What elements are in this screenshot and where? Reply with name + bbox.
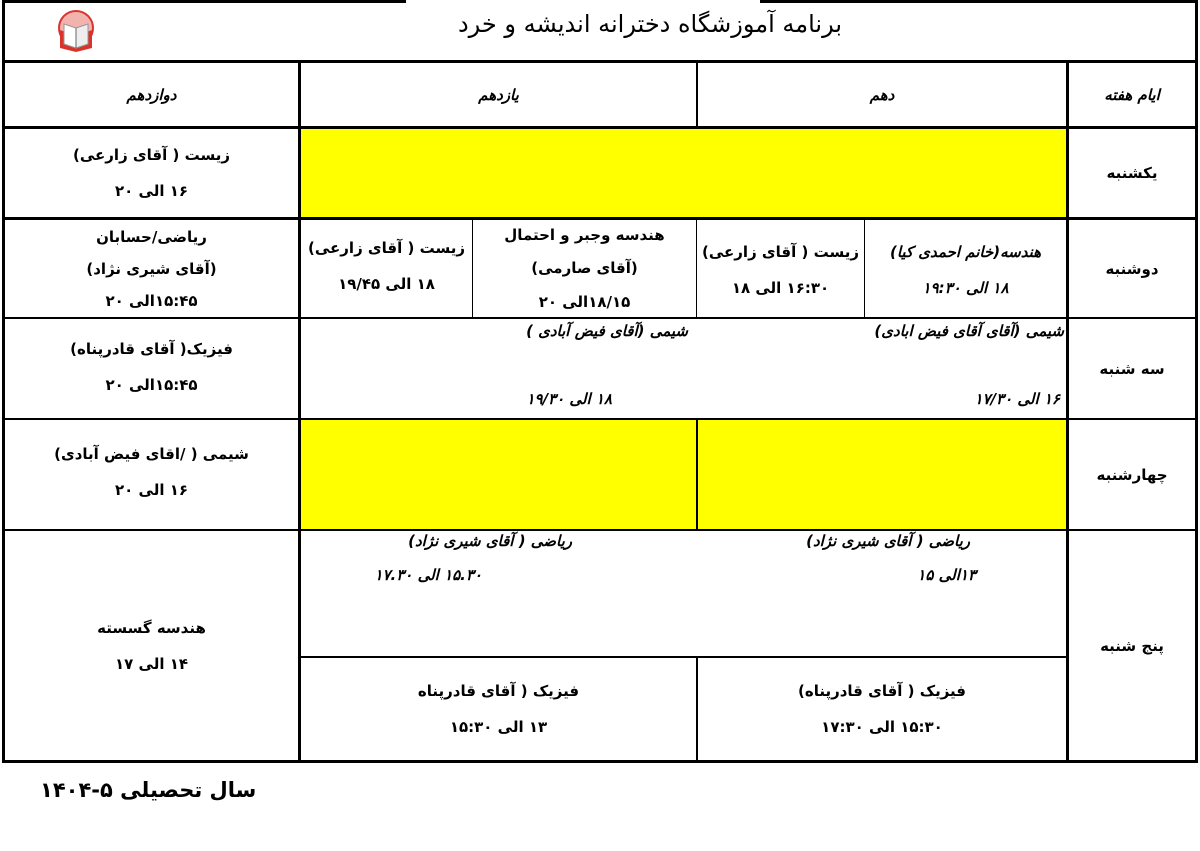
monday-g10-geo-cell bbox=[865, 220, 1066, 317]
wednesday-g12-cell bbox=[5, 420, 298, 529]
monday-g10-geo-subject: هندسه(خانم احمدی کیا) bbox=[889, 243, 1042, 261]
day-wednesday-label: چهارشنبه bbox=[1096, 465, 1168, 484]
day-sunday-label: یکشنبه bbox=[1106, 164, 1158, 182]
day-thursday-label: پنج شنبه bbox=[1100, 636, 1164, 655]
thursday-g11-phys-cell bbox=[301, 658, 696, 760]
monday-g11-geo-cell bbox=[473, 220, 696, 317]
table-right-border bbox=[1195, 60, 1198, 763]
sunday-g12-subject: زیست ( آقای زارعی) bbox=[73, 146, 230, 164]
monday-g10-bio-cell bbox=[697, 220, 864, 317]
header-grade11 bbox=[301, 63, 696, 126]
title-top-border bbox=[2, 0, 406, 3]
wednesday-g12-time: ۱۶ الی ۲۰ bbox=[114, 481, 189, 499]
wednesday-g12-subject: شیمی ( /اقای فیض آبادی) bbox=[54, 445, 249, 463]
day-wednesday bbox=[1069, 420, 1195, 529]
day-tuesday bbox=[1069, 319, 1195, 418]
thursday-g10-math-subject: ریاضی ( آقای شیری نژاد) bbox=[806, 532, 970, 550]
monday-g11-bio-subject: زیست ( آقای زارعی) bbox=[308, 239, 465, 257]
monday-g11-bio-time: ۱۸ الی ۱۹/۴۵ bbox=[338, 275, 435, 293]
frame-left-border bbox=[2, 0, 5, 62]
thursday-g12-subject: هندسه گسسته bbox=[97, 618, 206, 637]
tuesday-g10-subject: شیمی (آقای آقای فیض ابادی) bbox=[874, 322, 1064, 340]
header-grade12 bbox=[5, 63, 298, 126]
monday-g12-time: ۱۵:۴۵الی ۲۰ bbox=[105, 291, 198, 310]
book-logo-icon bbox=[52, 8, 100, 54]
header-days bbox=[1069, 63, 1195, 126]
thursday-g11-math-time: ۱۵.۳۰ الی ۱۷.۳۰ bbox=[374, 566, 482, 584]
thursday-g11-phys-subject: فیزیک ( آقای قادرپناه bbox=[417, 682, 580, 700]
day-sunday bbox=[1069, 129, 1195, 217]
header-grade10-label: دهم bbox=[869, 85, 895, 104]
thursday-g10-math-time: ۱۳الی ۱۵ bbox=[917, 566, 976, 584]
academic-year-label: سال تحصیلی ۵-۱۴۰۴ bbox=[40, 778, 257, 802]
monday-g11-geo-time: ۱۸/۱۵الی ۲۰ bbox=[538, 292, 631, 311]
monday-g10-bio-subject: زیست ( آقای زارعی) bbox=[702, 243, 859, 261]
sunday-g12-cell bbox=[5, 129, 298, 217]
header-grade10 bbox=[698, 63, 1066, 126]
monday-g12-cell bbox=[5, 220, 298, 317]
frame-right-border bbox=[1195, 0, 1198, 62]
monday-g10-bio-time: ۱۶:۳۰ الی ۱۸ bbox=[731, 279, 830, 297]
tuesday-g12-time: ۱۵:۴۵الی ۲۰ bbox=[105, 376, 198, 394]
day-tuesday-label: سه شنبه bbox=[1099, 359, 1165, 378]
header-grade11-label: یازدهم bbox=[478, 85, 519, 104]
thursday-g12-time: ۱۴ الی ۱۷ bbox=[114, 654, 189, 673]
thursday-g12-cell bbox=[5, 531, 298, 760]
wednesday-g10-empty-cell bbox=[698, 420, 1066, 529]
monday-g11-geo-subject: هندسه وجبر و احتمال bbox=[504, 225, 665, 244]
thursday-g10-phys-cell bbox=[698, 658, 1066, 760]
thursday-g10-phys-subject: فیزیک ( آقای قادرپناه) bbox=[797, 682, 967, 700]
monday-g12-teacher: (آقای شیری نژاد) bbox=[86, 259, 217, 278]
monday-g11-geo-teacher: (آقای صارمی) bbox=[531, 258, 638, 277]
sunday-g12-time: ۱۶ الی ۲۰ bbox=[114, 182, 189, 200]
day-monday-label: دوشنبه bbox=[1105, 259, 1159, 278]
thursday-g11-phys-time: ۱۳ الی ۱۵:۳۰ bbox=[449, 718, 548, 736]
page-title: برنامه آموزشگاه دخترانه اندیشه و خرد bbox=[457, 10, 843, 38]
tuesday-g11-time: ۱۸ الی ۱۹/۳۰ bbox=[526, 390, 612, 408]
wednesday-g11-empty-cell bbox=[301, 420, 696, 529]
day-monday bbox=[1069, 220, 1195, 317]
day-thursday bbox=[1069, 531, 1195, 760]
thursday-g11-math-subject: ریاضی ( آقای شیری نژاد) bbox=[408, 532, 572, 550]
sunday-empty-cell bbox=[301, 129, 1066, 217]
header-grade12-label: دوازدهم bbox=[126, 85, 177, 104]
title-top-border-right bbox=[760, 0, 1198, 3]
tuesday-g10-time: ۱۶ الی ۱۷/۳۰ bbox=[974, 390, 1060, 408]
monday-g12-subject: ریاضی/حسابان bbox=[96, 227, 207, 246]
monday-g10-geo-time: ۱۸ الی ۱۹:۳۰ bbox=[922, 279, 1009, 297]
monday-g11-bio-cell bbox=[301, 220, 472, 317]
tuesday-g11-subject: شیمی (آقای فیض آبادی ) bbox=[526, 322, 688, 340]
thursday-g10-phys-time: ۱۵:۳۰ الی ۱۷:۳۰ bbox=[821, 718, 943, 736]
table-bottom-border bbox=[2, 760, 1198, 763]
tuesday-g12-cell bbox=[5, 319, 298, 418]
header-days-label: ایام هفته bbox=[1104, 85, 1160, 104]
tuesday-g12-subject: فیزیک( آقای قادرپناه) bbox=[70, 340, 233, 358]
